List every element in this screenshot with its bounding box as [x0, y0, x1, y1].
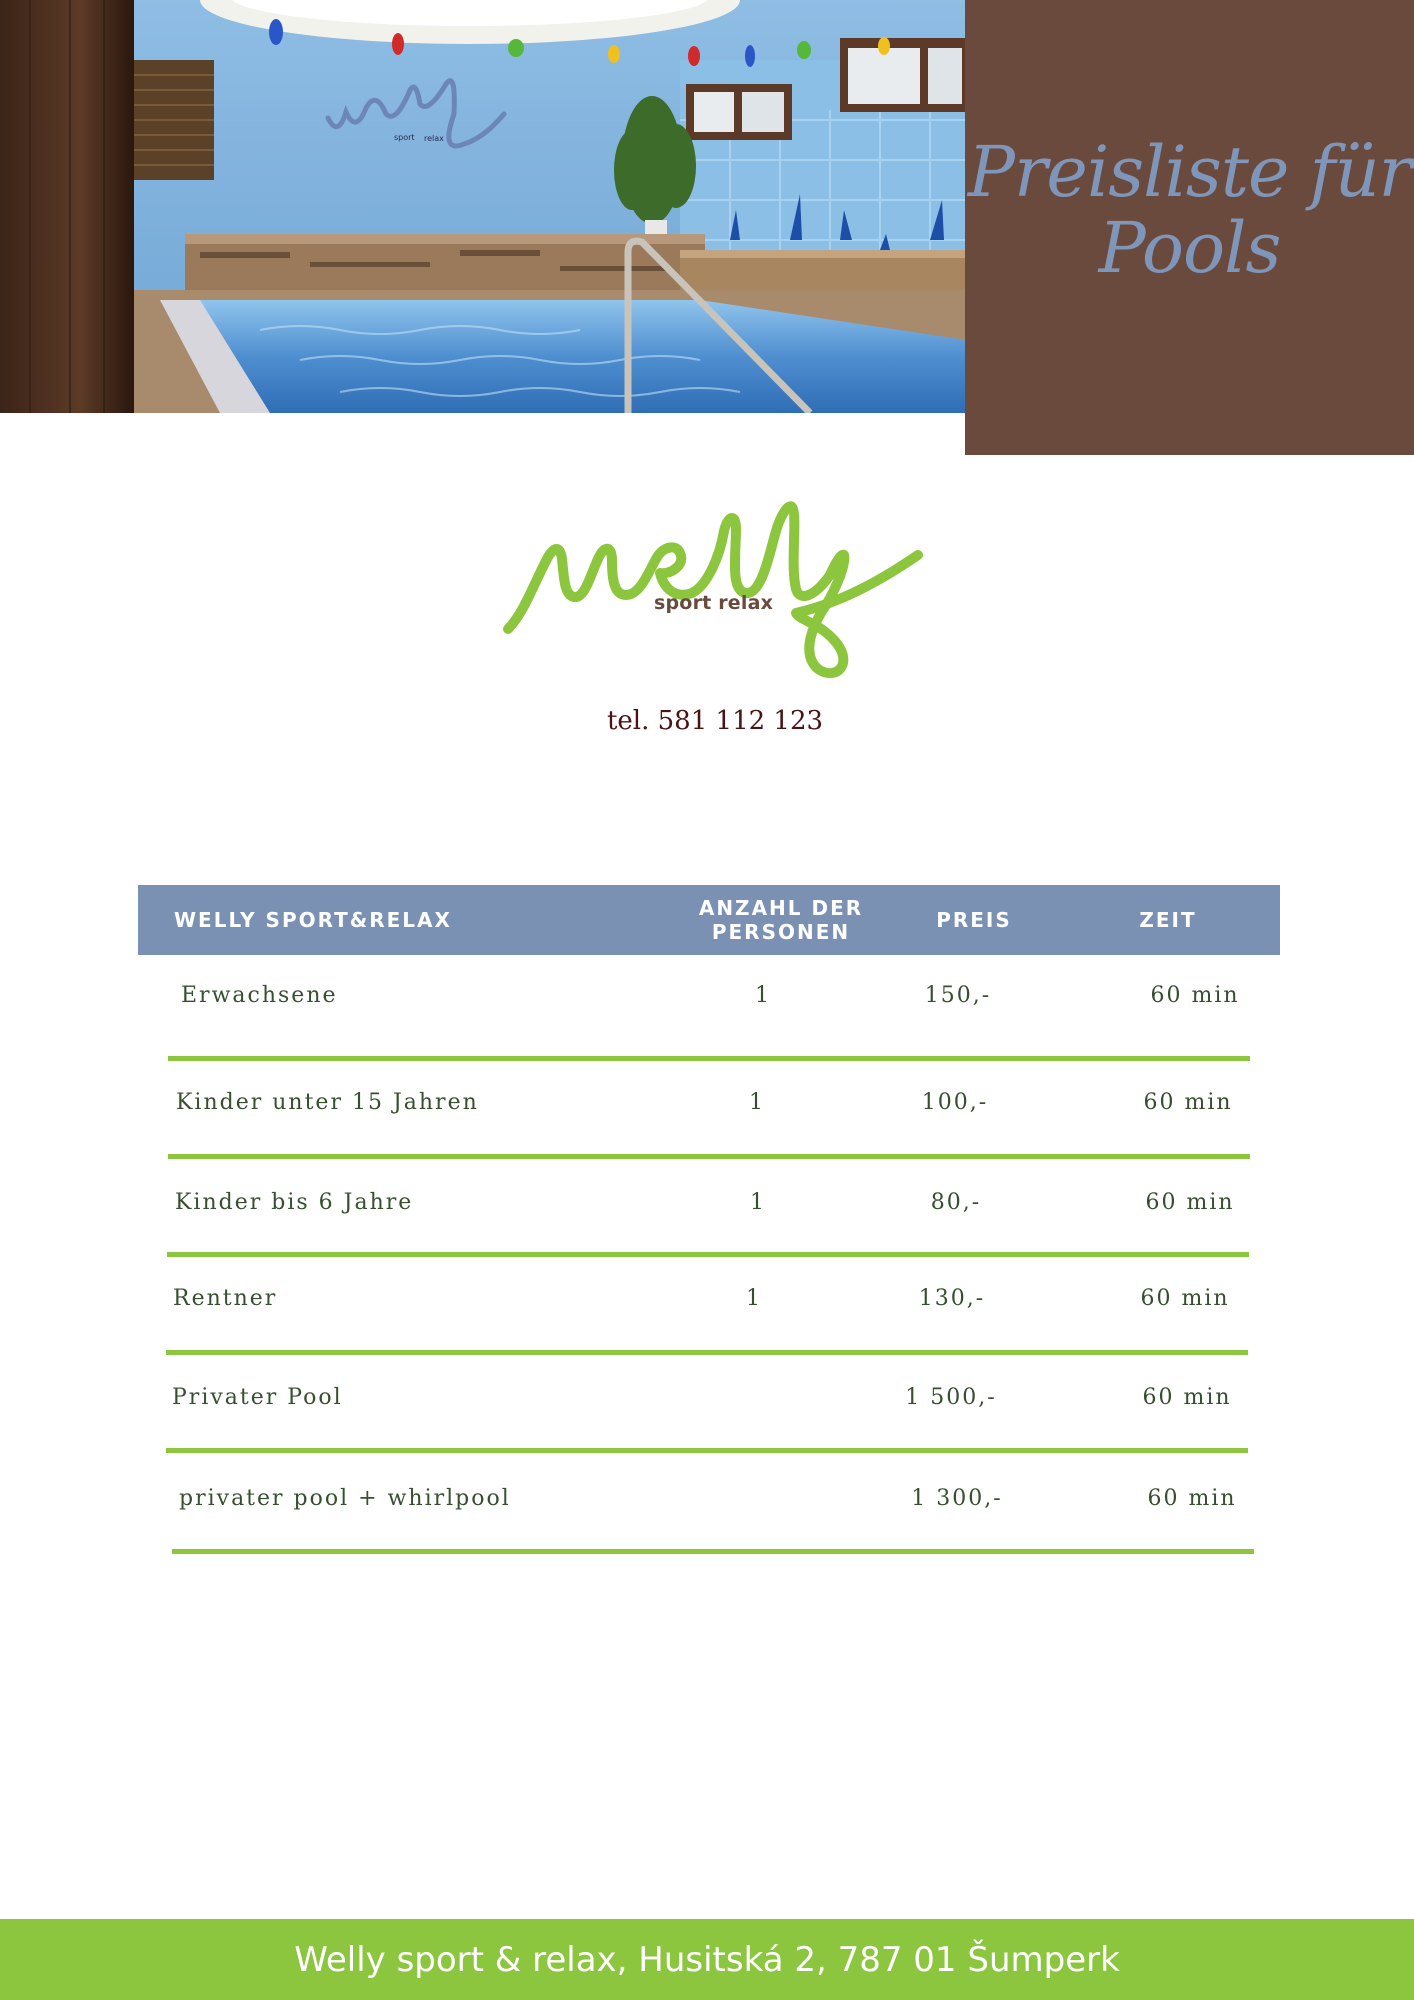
- row-divider: [172, 1549, 1254, 1554]
- row-price: 130,-: [918, 1286, 986, 1311]
- row-time: 60 min: [1142, 1385, 1232, 1410]
- table-row: [0, 1385, 1414, 1425]
- table-row: [0, 983, 1414, 1023]
- row-divider: [167, 1252, 1249, 1257]
- table-row: [0, 1286, 1414, 1326]
- row-name: privater pool + whirlpool: [179, 1486, 511, 1511]
- row-price: 1 500,-: [905, 1385, 997, 1410]
- header-name: WELLY SPORT&RELAX: [174, 908, 452, 932]
- phone-number[interactable]: tel. 581 112 123: [606, 706, 824, 736]
- row-price: 80,-: [930, 1190, 982, 1215]
- footer-address: Welly sport & relax, Husitská 2, 787 01 Šumperk: [294, 1939, 1120, 1980]
- table-row: [0, 1486, 1414, 1526]
- table-row: [0, 1090, 1414, 1130]
- row-price: 100,-: [921, 1090, 989, 1115]
- title-panel: [965, 0, 1414, 455]
- svg-text:sport: sport: [394, 133, 415, 142]
- header-persons: ANZAHL DER PERSONEN: [698, 896, 864, 944]
- row-name: Erwachsene: [181, 983, 338, 1008]
- row-divider: [168, 1154, 1250, 1159]
- row-price: 150,-: [924, 983, 992, 1008]
- row-time: 60 min: [1143, 1090, 1233, 1115]
- row-persons: 1: [750, 1190, 766, 1215]
- table-header: [138, 885, 1280, 955]
- footer-bar: [0, 1919, 1414, 2000]
- row-persons: 1: [755, 983, 771, 1008]
- row-name: Kinder bis 6 Jahre: [175, 1190, 414, 1215]
- welly-wordmark-graphic: [500, 495, 925, 685]
- row-time: 60 min: [1150, 983, 1240, 1008]
- logo-tagline: sport relax: [654, 592, 774, 614]
- row-time: 60 min: [1145, 1190, 1235, 1215]
- row-time: 60 min: [1147, 1486, 1237, 1511]
- header-time: ZEIT: [1139, 908, 1197, 932]
- row-time: 60 min: [1140, 1286, 1230, 1311]
- row-divider: [166, 1350, 1248, 1355]
- row-name: Rentner: [173, 1286, 278, 1311]
- header-price: PREIS: [936, 908, 1012, 932]
- row-persons: 1: [746, 1286, 762, 1311]
- row-divider: [166, 1448, 1248, 1453]
- table-row: [0, 1190, 1414, 1230]
- row-name: Kinder unter 15 Jahren: [176, 1090, 479, 1115]
- row-name: Privater Pool: [172, 1385, 343, 1410]
- page-title: Preisliste für Pools: [967, 130, 1412, 289]
- svg-text:relax: relax: [424, 134, 444, 143]
- row-price: 1 300,-: [911, 1486, 1003, 1511]
- welly-logo: [500, 495, 925, 685]
- pool-photo: [0, 0, 966, 413]
- row-divider: [168, 1056, 1250, 1061]
- row-persons: 1: [749, 1090, 765, 1115]
